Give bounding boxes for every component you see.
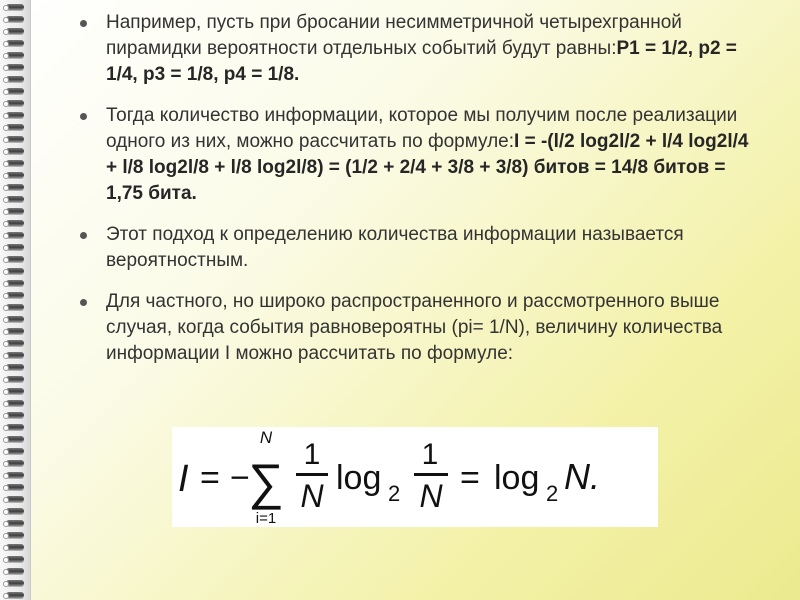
spiral-ring [6,160,24,166]
spiral-ring [6,172,24,178]
spiral-ring [6,592,24,598]
spiral-ring [6,268,24,274]
spiral-ring [6,472,24,478]
spiral-ring [6,328,24,334]
spiral-ring [6,76,24,82]
fraction2-bar [414,473,448,476]
bullet-item-probabilities [78,10,758,88]
fraction2-denominator: N [419,478,443,514]
spiral-ring [6,124,24,130]
spiral-ring [6,424,24,430]
spiral-ring [6,580,24,586]
spiral-ring [6,40,24,46]
spiral-ring [6,208,24,214]
spiral-ring [6,292,24,298]
spiral-ring [6,568,24,574]
spiral-ring [6,532,24,538]
log-function: log [336,459,382,497]
spiral-ring [6,256,24,262]
spiral-ring [6,460,24,466]
slide-content [78,10,758,382]
formula-lhs-i: I [178,458,189,500]
spiral-ring [6,28,24,34]
notebook-spiral-binding [0,0,31,600]
formula-equals: = [200,459,220,497]
formula-minus: − [230,459,250,497]
bullet-dot-icon [80,113,87,120]
spiral-ring [6,436,24,442]
bullet-bold-text: Р1 = 1/2, р2 = 1/4, р3 = 1/8, р4 = 1/8. [106,38,737,85]
sum-lower-limit: i=1 [255,510,277,527]
bullet-dot-icon [80,232,87,239]
formula-rhs-n: N. [564,456,600,497]
spiral-ring [6,520,24,526]
spiral-ring [6,16,24,22]
formula-svg [172,427,658,527]
spiral-ring [6,496,24,502]
log-function-2: log [494,459,540,497]
fraction1-denominator: N [300,478,324,514]
spiral-ring [6,52,24,58]
spiral-ring [6,340,24,346]
bullet-item-equiprobable-case [78,289,758,367]
spiral-ring [6,112,24,118]
spiral-ring [6,196,24,202]
spiral-ring [6,400,24,406]
spiral-ring [6,136,24,142]
sum-upper-limit: N [259,428,273,447]
formula-equals-2: = [460,459,480,497]
fraction1-numerator: 1 [303,438,321,471]
spiral-ring [6,376,24,382]
spiral-ring [6,232,24,238]
fraction1-bar [296,473,328,476]
spiral-ring [6,508,24,514]
spiral-ring [6,484,24,490]
spiral-ring [6,88,24,94]
bullet-text: Тогда количество информации, которое мы получим после реализации одного из них, можно рассчитать по формуле: [106,105,738,152]
bullet-text: Для частного, но широко распространенного и рассмотренного выше случая, когда события равновероятны (pi= 1/N), величину количества информации I можно рассчитать по формуле: [106,291,723,364]
spiral-ring [6,4,24,10]
fraction2-numerator: 1 [421,438,439,471]
summation-sign: ∑ [248,454,284,510]
spiral-ring [6,352,24,358]
spiral-ring [6,148,24,154]
bullet-item-probabilistic-approach [78,222,758,274]
bullet-text: Этот подход к определению количества информации называется вероятностным. [106,224,684,271]
spiral-ring [6,412,24,418]
hartley-formula-image [172,427,658,527]
bullet-item-information-calc [78,103,758,207]
spiral-ring [6,64,24,70]
bullet-list [78,10,758,367]
spiral-ring [6,544,24,550]
spiral-ring [6,388,24,394]
spiral-ring [6,364,24,370]
spiral-ring [6,316,24,322]
bullet-bold-text: I = -(l/2 log2l/2 + l/4 log2l/4 + l/8 log2l/8 + l/8 log2l/8) = (1/2 + 2/4 + 3/8 + 3/8) битов = 14/8 битов = 1,75 бита. [106,131,749,204]
spiral-ring [6,280,24,286]
log-base-2: 2 [546,481,559,506]
bullet-text: Например, пусть при бросании несимметричной четырехгранной пирамидки вероятности отдельных событий будут равны: [106,12,682,59]
spiral-ring [6,304,24,310]
spiral-ring [6,556,24,562]
bullet-dot-icon [80,299,87,306]
bullet-dot-icon [80,20,87,27]
log-base: 2 [388,481,401,506]
spiral-ring [6,220,24,226]
spiral-ring [6,244,24,250]
spiral-ring [6,100,24,106]
spiral-ring [6,448,24,454]
spiral-ring [6,184,24,190]
